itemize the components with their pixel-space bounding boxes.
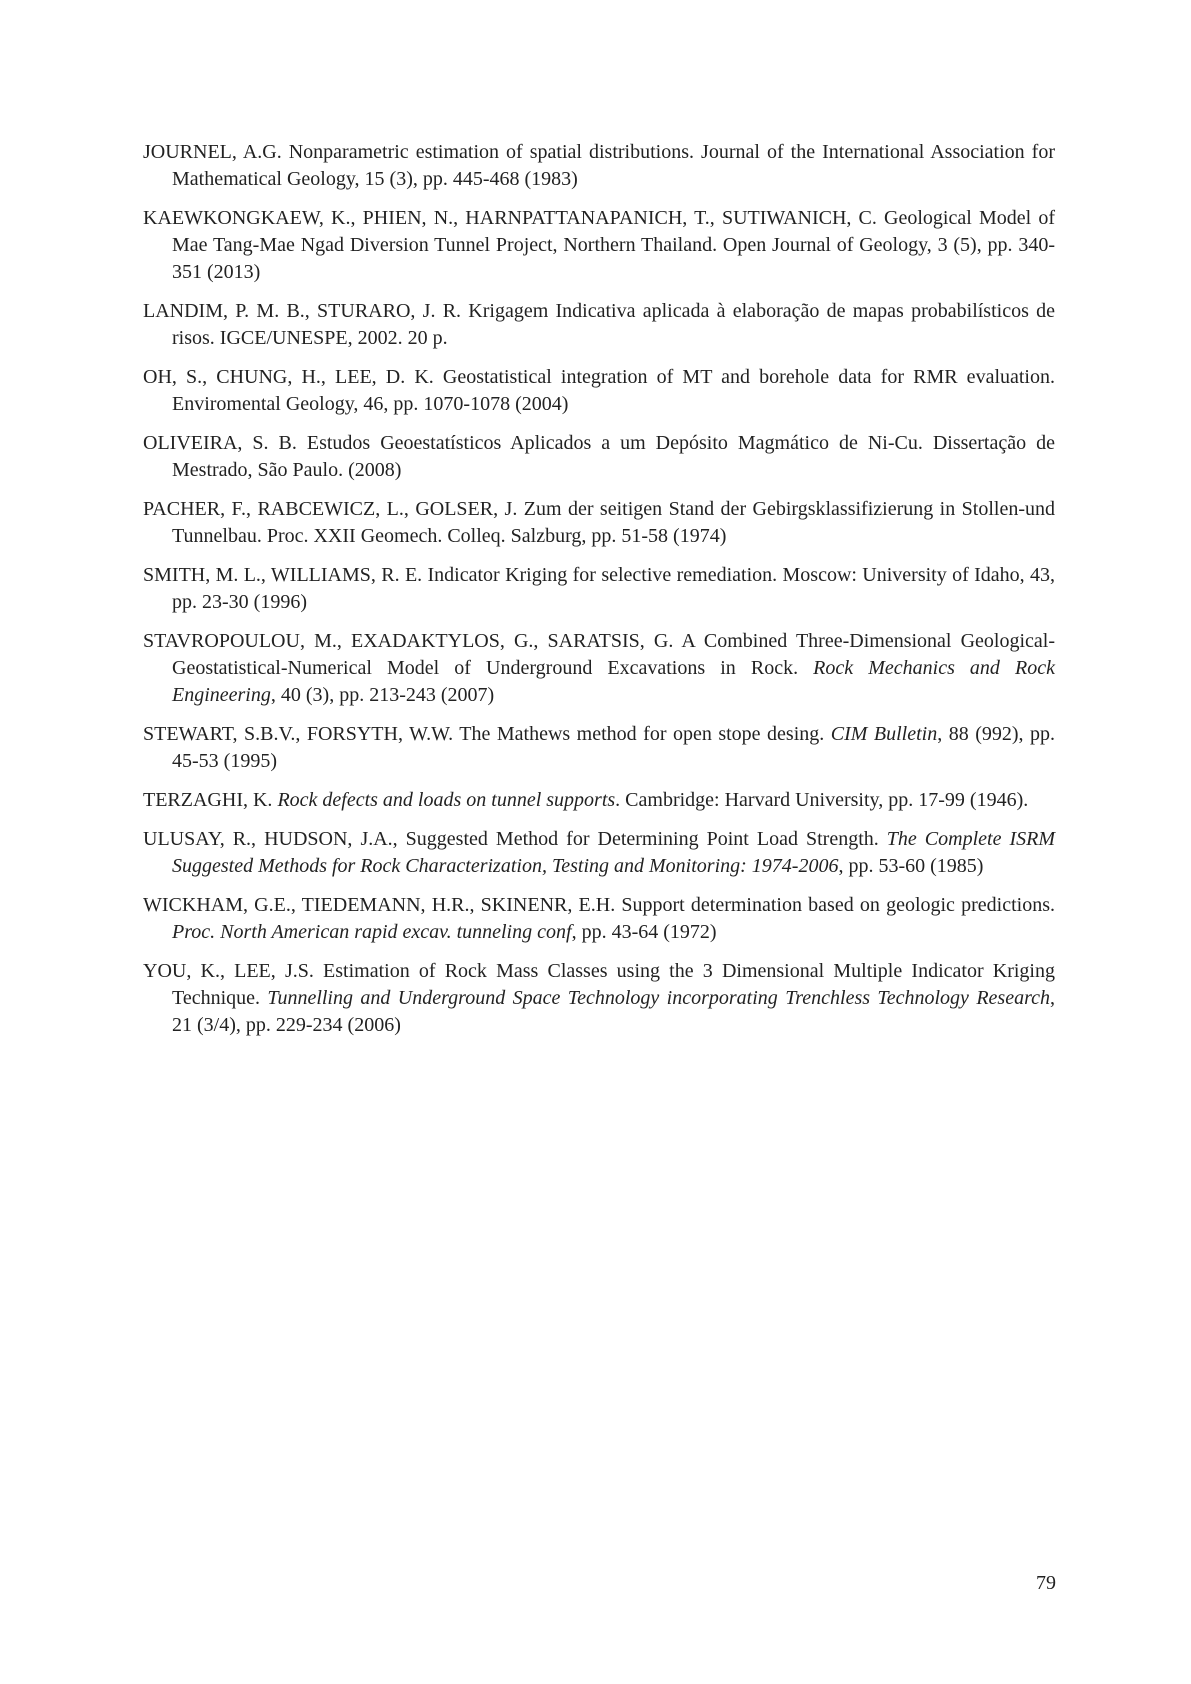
reference-entry bbox=[143, 562, 1055, 616]
reference-entry bbox=[143, 496, 1055, 550]
reference-entry bbox=[143, 364, 1055, 418]
reference-list bbox=[143, 139, 1055, 1051]
reference-entry bbox=[143, 721, 1055, 775]
page-number: 79 bbox=[1036, 1572, 1056, 1594]
reference-text: WICKHAM, G.E., TIEDEMANN, H.R., SKINENR, E.H. Support determination based on geologic predictions. bbox=[143, 894, 1055, 916]
reference-entry bbox=[143, 628, 1055, 709]
reference-entry bbox=[143, 958, 1055, 1039]
reference-text: KAEWKONGKAEW, K., PHIEN, N., HARNPATTANAPANICH, T., SUTIWANICH, C. Geological Model of Mae Tang-Mae Ngad Diversion Tunnel Project, Northern Thailand. Open Journal of Geology, 3 (5), pp. 340-351 (2013) bbox=[143, 207, 1055, 283]
reference-text: , 88 (992), pp. 45-53 (1995) bbox=[172, 723, 1055, 772]
reference-italic-text: Rock defects and loads on tunnel supports bbox=[277, 789, 616, 811]
reference-italic-text: Rock Mechanics and Rock Engineering bbox=[172, 657, 1055, 706]
reference-entry bbox=[143, 892, 1055, 946]
reference-entry bbox=[143, 826, 1055, 880]
reference-entry bbox=[143, 298, 1055, 352]
reference-text: STEWART, S.B.V., FORSYTH, W.W. The Mathews method for open stope desing. bbox=[143, 723, 831, 745]
reference-text: SMITH, M. L., WILLIAMS, R. E. Indicator Kriging for selective remediation. Moscow: University of Idaho, 43, pp. 23-30 (1996) bbox=[143, 564, 1055, 613]
reference-text: STAVROPOULOU, M., EXADAKTYLOS, G., SARATSIS, G. A Combined Three-Dimensional Geological-Geostatistical-Numerical Model of Underground Excavations in Rock. bbox=[143, 630, 1055, 679]
reference-italic-text: CIM Bulletin bbox=[830, 723, 938, 745]
reference-text: , pp. 53-60 (1985) bbox=[838, 855, 984, 877]
reference-italic-text: Tunnelling and Underground Space Technology incorporating Trenchless Technology Research bbox=[267, 987, 1050, 1009]
reference-text: YOU, K., LEE, J.S. Estimation of Rock Mass Classes using the 3 Dimensional Multiple Indicator Kriging Technique. bbox=[143, 960, 1055, 1009]
reference-entry bbox=[143, 139, 1055, 193]
reference-text: PACHER, F., RABCEWICZ, L., GOLSER, J. Zum der seitigen Stand der Gebirgsklassifizierung in Stollen-und Tunnelbau. Proc. XXII Geomech. Colleq. Salzburg, pp. 51-58 (1974) bbox=[143, 498, 1055, 547]
reference-text: , pp. 43-64 (1972) bbox=[571, 921, 717, 943]
reference-italic-text: Proc. North American rapid excav. tunneling conf bbox=[172, 921, 572, 943]
reference-text: JOURNEL, A.G. Nonparametric estimation of spatial distributions. Journal of the International Association for Mathematical Geology, 15 (3), pp. 445-468 (1983) bbox=[143, 141, 1055, 190]
reference-entry bbox=[143, 430, 1055, 484]
reference-text: LANDIM, P. M. B., STURARO, J. R. Krigagem Indicativa aplicada à elaboração de mapas probabilísticos de risos. IGCE/UNESPE, 2002. 20 p. bbox=[143, 300, 1055, 349]
reference-text: TERZAGHI, K. bbox=[143, 789, 278, 811]
reference-text: ULUSAY, R., HUDSON, J.A., Suggested Method for Determining Point Load Strength. bbox=[143, 828, 887, 850]
reference-text: OH, S., CHUNG, H., LEE, D. K. Geostatistical integration of MT and borehole data for RMR evaluation. Enviromental Geology, 46, pp. 1070-1078 (2004) bbox=[143, 366, 1055, 415]
reference-entry bbox=[143, 787, 1055, 814]
reference-text: , 21 (3/4), pp. 229-234 (2006) bbox=[172, 987, 1055, 1036]
reference-italic-text: The Complete ISRM Suggested Methods for Rock Characterization, Testing and Monitoring: 1974-2006 bbox=[172, 828, 1056, 877]
reference-entry bbox=[143, 205, 1055, 286]
reference-text: OLIVEIRA, S. B. Estudos Geoestatísticos Aplicados a um Depósito Magmático de Ni-Cu. Dissertação de Mestrado, São Paulo. (2008) bbox=[143, 432, 1055, 481]
reference-text: , 40 (3), pp. 213-243 (2007) bbox=[270, 684, 495, 706]
reference-text: . Cambridge: Harvard University, pp. 17-99 (1946). bbox=[615, 789, 1029, 811]
